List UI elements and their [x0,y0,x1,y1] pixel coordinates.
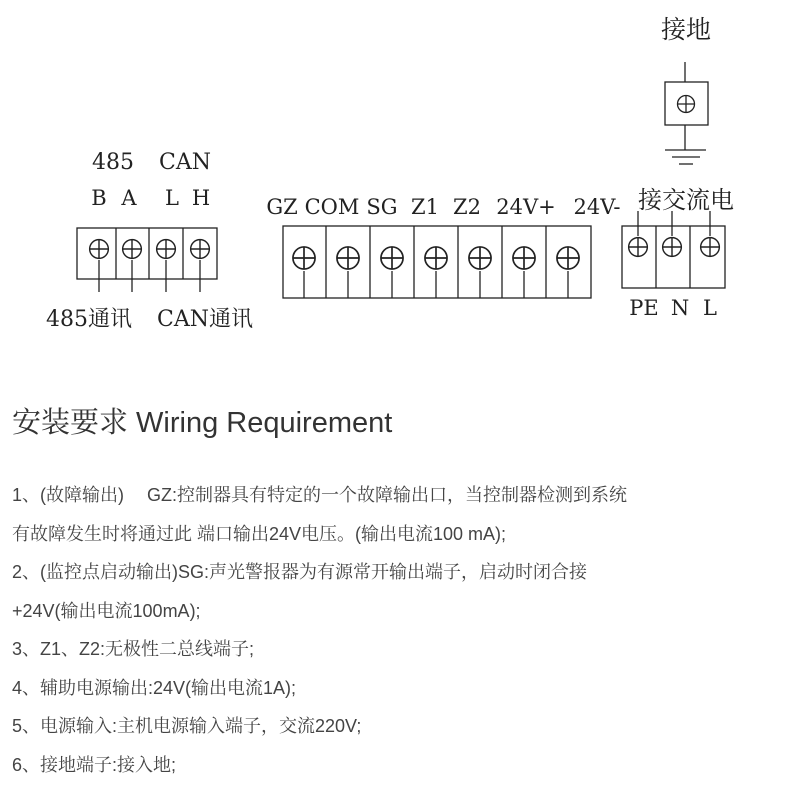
comm-terminal-label: B [91,186,107,210]
terminal-screw-icon [123,240,142,259]
comm-terminal-block [77,228,217,292]
comm-footer-can: CAN通讯 [157,307,253,332]
comm-terminal-label: L [165,186,179,210]
requirement-line: 2、(监控点启动输出)SG:声光警报器为有源常开输出端子，启动时闭合接 [12,562,588,582]
io-terminal-label: COM [304,195,360,219]
requirement-line: 5、电源输入:主机电源输入端子，交流220V; [12,716,362,736]
terminal-screw-icon [157,240,176,259]
requirement-line: 3、Z1、Z2:无极性二总线端子; [12,639,255,659]
comm-terminal-label: H [191,186,211,210]
terminal-screw-icon [629,238,648,257]
requirement-list [12,476,797,784]
terminal-screw-icon [557,247,579,269]
terminal-screw-icon [469,247,491,269]
terminal-screw-icon [513,247,535,269]
wiring-diagram [0,0,801,340]
ac-terminal-label: L [703,296,717,320]
comm-header-485: 485 [92,150,134,175]
requirement-line: 6、接地端子:接入地; [12,754,177,775]
requirement-line: 1、(故障输出) GZ:控制器具有特定的一个故障输出口，当控制器检测到系统 [12,485,627,505]
io-box [283,226,591,298]
terminal-screw-icon [293,247,315,269]
io-terminal-label: GZ [266,195,298,219]
terminal-screw-icon [425,247,447,269]
io-terminal-label: Z2 [453,195,481,219]
requirement-line: +24V(输出电流100mA); [12,600,201,621]
comm-box [77,228,217,279]
terminal-screw-icon [663,238,682,257]
terminal-screw-icon [337,247,359,269]
io-terminal-label: SG [366,195,398,219]
ac-terminal-label: PE [629,296,659,320]
ac-terminal-label: N [670,296,690,320]
requirement-line: 有故障发生时将通过此 端口输出24V电压。(输出电流100 mA); [12,523,507,544]
comm-footer-485: 485通讯 [46,307,132,332]
terminal-screw-icon [90,240,109,259]
section-title: 安装要求 Wiring Requirement [12,407,393,439]
ground-screw-icon [678,96,695,113]
requirement-line: 4、辅助电源输出:24V(输出电流1A); [12,677,297,698]
ac-title: 接交流电 [638,186,734,214]
io-terminal-label: 24V- [573,195,621,219]
io-terminal-block [283,226,591,298]
ground-title: 接地 [660,15,712,44]
terminal-screw-icon [381,247,403,269]
ground-terminal-block [665,62,708,164]
io-terminal-label: Z1 [411,195,439,219]
comm-terminal-label: A [121,186,137,210]
comm-header-can: CAN [159,150,211,175]
ac-terminal-block [622,211,725,288]
terminal-screw-icon [701,238,720,257]
io-terminal-label: 24V+ [496,195,556,219]
terminal-screw-icon [191,240,210,259]
